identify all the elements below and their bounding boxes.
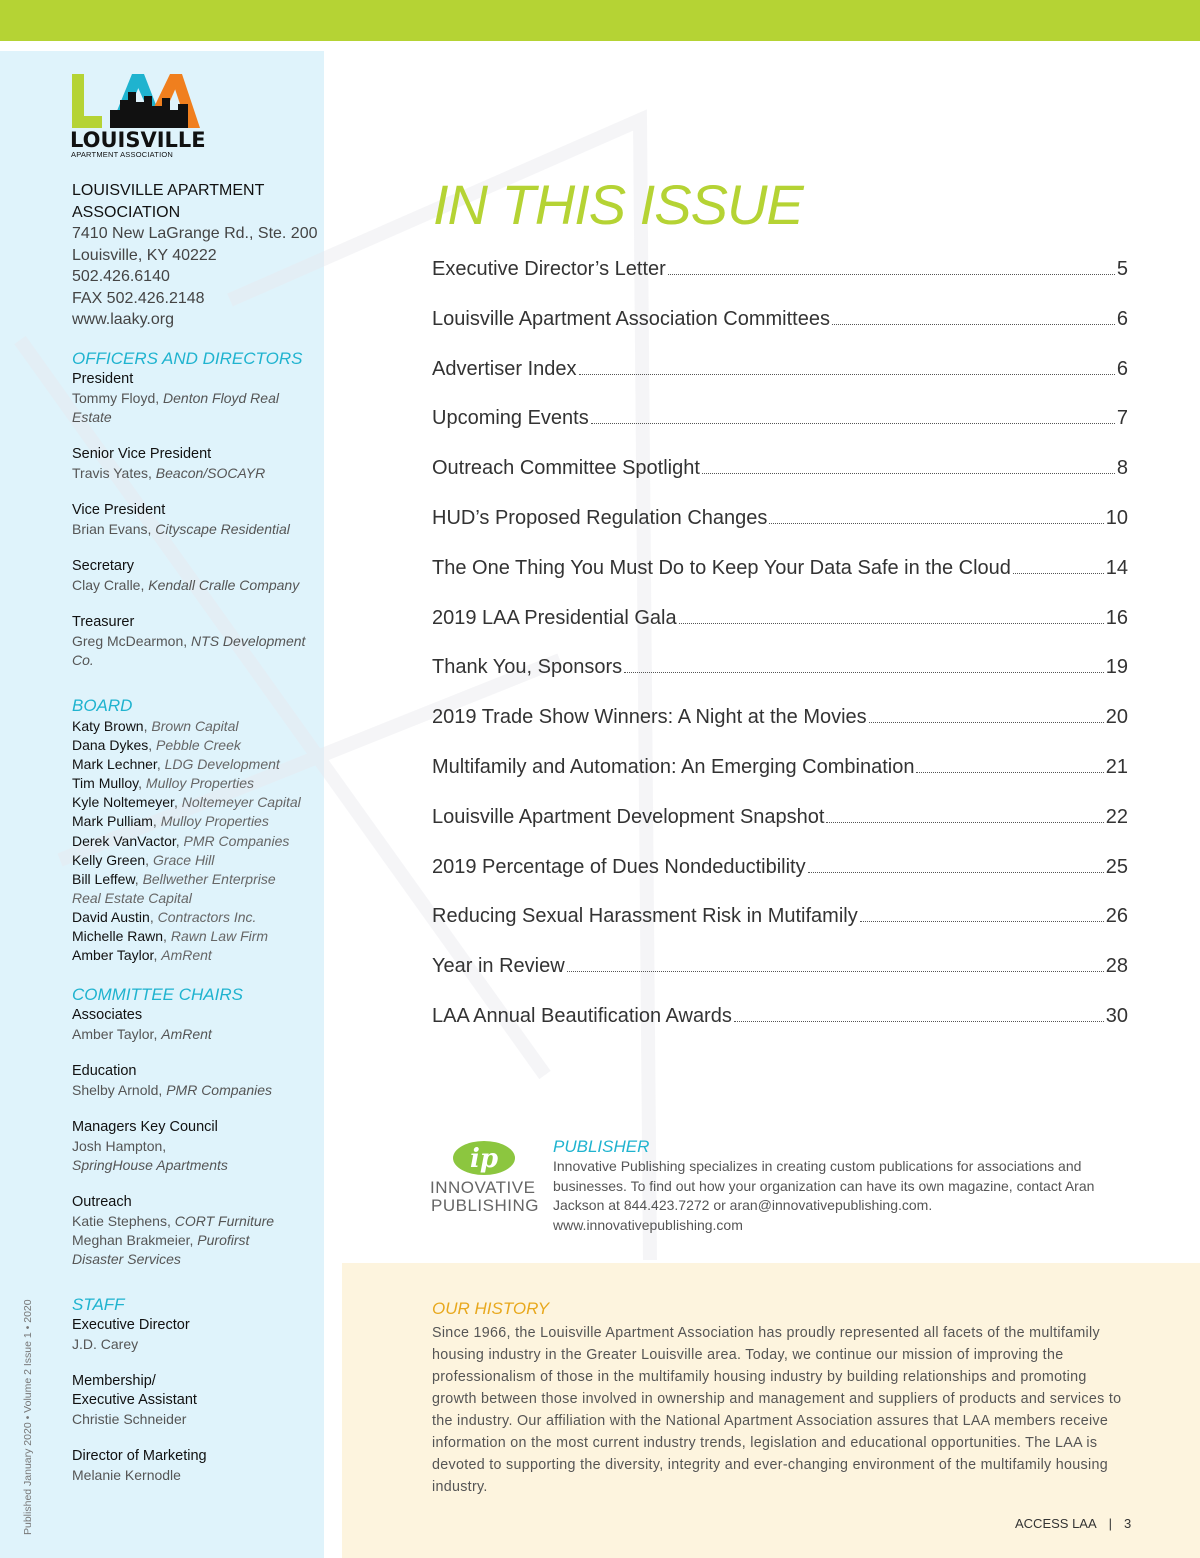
toc-entry-page: 6	[1116, 357, 1128, 380]
toc-leader-dots	[567, 971, 1104, 972]
committee-chair-line	[72, 1212, 322, 1231]
board-member-company: PMR Companies	[183, 832, 290, 849]
toc-entry-title: 2019 Percentage of Dues Nondeductibility	[432, 855, 806, 878]
toc-leader-dots	[579, 374, 1115, 375]
committee-name: Managers Key Council	[72, 1119, 218, 1135]
page-footer	[1015, 1516, 1131, 1531]
toc-entry-page: 14	[1105, 556, 1128, 579]
toc-leader-dots	[702, 473, 1115, 474]
staff-membership	[72, 1372, 322, 1429]
toc-entry[interactable]	[432, 457, 1128, 507]
board-member: Mark Pulliam, Mulloy Properties	[72, 813, 269, 830]
committee-chair-group	[72, 1193, 322, 1269]
board-member-name: Mark Pulliam	[72, 813, 153, 830]
officer-president	[72, 370, 322, 427]
committee-chair-company: PMR Companies	[166, 1082, 273, 1098]
officers-section	[72, 349, 322, 670]
fax-number: FAX 502.426.2148	[72, 289, 205, 307]
phone-number: 502.426.6140	[72, 268, 170, 285]
committee-chair-line	[72, 1231, 322, 1250]
innovative-publishing-logo	[430, 1140, 538, 1215]
website-link[interactable]: www.laaky.org	[72, 311, 174, 328]
toc-entry-title: Multifamily and Automation: An Emerging Combination	[432, 755, 915, 778]
board-member-name: Michelle Rawn	[72, 928, 164, 945]
board-member: Amber Taylor, AmRent	[72, 947, 212, 964]
laa-logo	[70, 70, 206, 160]
innovative-publishing-leaf-icon	[452, 1140, 516, 1176]
committee-chair-name: Shelby Arnold,	[72, 1082, 163, 1098]
officer-company: Denton Floyd Real Estate	[72, 390, 279, 425]
toc-entry-page: 26	[1105, 905, 1128, 928]
toc-entry-title: Year in Review	[432, 955, 565, 978]
board-member-name: Amber Taylor	[72, 947, 154, 964]
history-body: Since 1966, the Louisville Apartment Association has proudly represented all facets of the multifamily housing industry in the Greater Louisville area. Today, we continue our mission of improving the professionalism of those in the multifamily housing industry by building relationships and promoting growth between those involved in ownership and management and suppliers of products and services to the industry. Our affiliation with the National Apartment Association assures that LAA members receive information on the most current industry trends, legislation and educational opportunities. The LAA is devoted to supporting the diversity, integrity and ever-changing environment of the multifamily housing industry.	[432, 1325, 1122, 1495]
toc-entry[interactable]	[432, 656, 1128, 706]
board-member-company: AmRent	[161, 947, 212, 964]
toc-entry[interactable]	[432, 258, 1128, 308]
footer-separator: |	[1108, 1516, 1113, 1531]
officer-vice-president	[72, 501, 322, 539]
officer-senior-vice-president	[72, 445, 322, 483]
officers-heading: OFFICERS AND DIRECTORS	[72, 349, 303, 368]
toc-leader-dots	[769, 523, 1103, 524]
table-of-contents	[432, 258, 1128, 1055]
toc-entry-title: LAA Annual Beautification Awards	[432, 1004, 732, 1027]
logo-subtitle: APARTMENT ASSOCIATION	[71, 150, 173, 159]
committee-chairs-heading: COMMITTEE CHAIRS	[72, 985, 243, 1004]
staff-director-of-marketing	[72, 1447, 322, 1485]
toc-entry[interactable]	[432, 806, 1128, 856]
staff-heading: STAFF	[72, 1295, 125, 1314]
toc-entry[interactable]	[432, 856, 1128, 906]
board-member: Bill Leffew, Bellwether Enterprise	[72, 870, 276, 887]
toc-entry[interactable]	[432, 358, 1128, 408]
committee-chair-name: Meghan Brakmeier,	[72, 1232, 194, 1248]
toc-entry-title: HUD’s Proposed Regulation Changes	[432, 506, 768, 529]
toc-leader-dots	[679, 623, 1104, 624]
publisher-description: Innovative Publishing specializes in creating custom publications for associations and businesses. To find out how your organization can have its own magazine, contact Aran Jackson at 844.423.7272 or aran@innovativepublishing.com. www.innovativepublishing.com	[553, 1158, 1095, 1233]
history-heading: OUR HISTORY	[432, 1299, 550, 1318]
officer-name: Clay Cralle,	[72, 577, 145, 593]
laa-logo-mark-icon	[70, 70, 202, 130]
officer-name: Tommy Floyd,	[72, 390, 160, 406]
officer-role: Vice President	[72, 502, 166, 518]
committee-name: Associates	[72, 1007, 143, 1023]
officer-role: Treasurer	[72, 614, 135, 630]
logo-name: LOUISVILLE	[70, 128, 206, 152]
board-member-company: Bellwether Enterprise	[142, 870, 276, 887]
toc-entry-title: Advertiser Index	[432, 357, 577, 380]
board-member-company: Grace Hill	[152, 851, 215, 868]
committee-chair-name: Katie Stephens,	[72, 1213, 171, 1229]
board-member: Michelle Rawn, Rawn Law Firm	[72, 928, 269, 945]
toc-entry-page: 21	[1105, 755, 1128, 778]
officer-name: Brian Evans,	[72, 521, 152, 537]
staff-executive-director	[72, 1316, 322, 1354]
toc-leader-dots	[1013, 573, 1104, 574]
staff-role-line-2: Executive Assistant	[72, 1392, 197, 1408]
board-member: Mark Lechner, LDG Development	[72, 756, 280, 773]
committee-chair-name: Amber Taylor,	[72, 1026, 158, 1042]
staff-section	[72, 1295, 322, 1485]
board-member: Kelly Green, Grace Hill	[72, 851, 215, 868]
toc-entry-title: 2019 Trade Show Winners: A Night at the Movies	[432, 706, 867, 729]
toc-entry-page: 8	[1116, 457, 1128, 480]
toc-entry[interactable]	[432, 905, 1128, 955]
committee-chair-company: Purofirst	[197, 1232, 250, 1248]
toc-entry[interactable]	[432, 756, 1128, 806]
board-member-company-line-2: Real Estate Capital	[72, 889, 192, 906]
officer-secretary	[72, 557, 322, 595]
officer-role: Senior Vice President	[72, 446, 212, 462]
committee-chairs-list	[72, 1006, 322, 1269]
board-list	[72, 717, 322, 965]
toc-leader-dots	[591, 423, 1115, 424]
committee-chair-group	[72, 1006, 322, 1044]
toc-leader-dots	[624, 672, 1104, 673]
committee-chair-name: Josh Hampton,	[72, 1138, 167, 1154]
board-member-company: Brown Capital	[151, 718, 239, 734]
board-member-name: Derek VanVactor	[72, 832, 176, 849]
committee-chairs-section	[72, 985, 322, 1269]
committee-chair-line	[72, 1250, 322, 1269]
organization-contact	[72, 180, 322, 331]
committee-chair-line	[72, 1156, 322, 1175]
organization-name: LOUISVILLE APARTMENT ASSOCIATION	[72, 182, 265, 221]
toc-entry[interactable]	[432, 308, 1128, 358]
toc-leader-dots	[668, 274, 1115, 275]
committee-chair-company: SpringHouse Apartments	[72, 1157, 228, 1173]
board-member-name: Dana Dykes	[72, 737, 149, 754]
officer-company: Cityscape Residential	[155, 521, 290, 537]
board-member-company: Mulloy Properties	[145, 775, 255, 792]
officer-treasurer	[72, 613, 322, 670]
board-member-company-continued	[72, 889, 322, 908]
staff-role: Executive Director	[72, 1317, 190, 1333]
board-member-name: Mark Lechner	[72, 756, 157, 773]
publisher-logo-line-1: INNOVATIVE	[430, 1178, 536, 1197]
address-line-2: Louisville, KY 40222	[72, 246, 217, 264]
staff-name: Melanie Kernodle	[72, 1467, 181, 1483]
toc-entry[interactable]	[432, 407, 1128, 457]
toc-entry-title: Reducing Sexual Harassment Risk in Mutifamily	[432, 905, 858, 928]
committee-name: Outreach	[72, 1194, 132, 1210]
officer-company: Kendall Cralle Company	[148, 577, 300, 593]
svg-text:ip: ip	[469, 1144, 499, 1174]
board-member-company: Contractors Inc.	[157, 908, 257, 925]
toc-entry[interactable]	[432, 706, 1128, 756]
toc-entry-page: 7	[1116, 407, 1128, 430]
toc-entry-page: 30	[1105, 1004, 1128, 1027]
committee-chair-line	[72, 1137, 322, 1156]
toc-entry-title: Outreach Committee Spotlight	[432, 457, 700, 480]
toc-entry[interactable]	[432, 507, 1128, 557]
staff-role: Director of Marketing	[72, 1448, 207, 1464]
board-member-name: Bill Leffew	[72, 870, 135, 887]
board-member-company: LDG Development	[164, 756, 280, 773]
committee-chair-group	[72, 1062, 322, 1100]
board-member: Tim Mulloy, Mulloy Properties	[72, 775, 255, 792]
committee-chair-group	[72, 1118, 322, 1175]
staff-name: Christie Schneider	[72, 1411, 187, 1427]
toc-leader-dots	[916, 772, 1103, 773]
staff-name: J.D. Carey	[72, 1336, 139, 1352]
officer-company: Beacon/SOCAYR	[155, 465, 266, 481]
toc-entry-title: Executive Director’s Letter	[432, 258, 666, 280]
page-number: 3	[1124, 1516, 1132, 1531]
toc-entry-page: 20	[1105, 706, 1128, 729]
board-section	[72, 696, 322, 965]
officer-name: Travis Yates,	[72, 465, 152, 481]
toc-entry-title: Louisville Apartment Association Committees	[432, 307, 830, 330]
officer-role: President	[72, 371, 134, 387]
toc-entry-title: The One Thing You Must Do to Keep Your Data Safe in the Cloud	[432, 556, 1011, 579]
toc-leader-dots	[808, 872, 1104, 873]
board-member-name: Kyle Noltemeyer	[72, 794, 174, 811]
toc-leader-dots	[734, 1021, 1104, 1022]
toc-leader-dots	[860, 921, 1104, 922]
toc-entry-page: 6	[1116, 307, 1128, 330]
committee-chair-company: AmRent	[161, 1026, 212, 1042]
toc-entry[interactable]	[432, 1005, 1128, 1055]
board-member-name: David Austin	[72, 908, 150, 925]
board-member-company: Mulloy Properties	[160, 813, 269, 830]
publisher-logo-line-2: PUBLISHING	[431, 1196, 539, 1215]
board-member-company: Pebble Creek	[156, 737, 241, 754]
committee-name: Education	[72, 1063, 137, 1079]
committee-chair-company: CORT Furniture	[174, 1213, 275, 1229]
board-member: Kyle Noltemeyer, Noltemeyer Capital	[72, 794, 301, 811]
toc-leader-dots	[832, 324, 1115, 325]
top-accent-bar	[0, 0, 1200, 41]
officer-company: NTS Development Co.	[72, 633, 306, 668]
board-member: Derek VanVactor, PMR Companies	[72, 832, 290, 849]
toc-entry-page: 16	[1105, 606, 1128, 629]
board-member-name: Kelly Green	[72, 851, 146, 868]
toc-entry[interactable]	[432, 955, 1128, 1005]
board-member-name: Katy Brown	[72, 718, 144, 734]
board-heading: BOARD	[72, 696, 133, 715]
board-member-name: Tim Mulloy	[72, 775, 139, 792]
staff-role: Membership/	[72, 1373, 156, 1389]
toc-entry[interactable]	[432, 557, 1128, 607]
publisher-heading: PUBLISHER	[553, 1137, 650, 1156]
footer-label: ACCESS LAA	[1015, 1516, 1097, 1531]
toc-leader-dots	[826, 822, 1103, 823]
board-member: Dana Dykes, Pebble Creek	[72, 737, 241, 754]
committee-chair-line	[72, 1081, 322, 1100]
toc-leader-dots	[869, 722, 1104, 723]
toc-entry-page: 25	[1105, 855, 1128, 878]
officer-name: Greg McDearmon,	[72, 633, 188, 649]
board-member: David Austin, Contractors Inc.	[72, 908, 257, 925]
toc-entry-page: 19	[1105, 656, 1128, 679]
board-member: Katy Brown, Brown Capital	[72, 718, 239, 734]
officer-role: Secretary	[72, 558, 135, 574]
toc-entry-title: Thank You, Sponsors	[432, 656, 623, 679]
page-title: IN THIS ISSUE	[433, 173, 803, 236]
toc-entry-title: Louisville Apartment Development Snapshot	[432, 805, 825, 828]
toc-entry-title: Upcoming Events	[432, 407, 589, 430]
toc-entry-page: 28	[1105, 955, 1128, 978]
toc-entry-page: 22	[1105, 805, 1128, 828]
board-member-company: Rawn Law Firm	[170, 928, 269, 945]
address-line-1: 7410 New LaGrange Rd., Ste. 200	[72, 225, 318, 242]
toc-entry[interactable]	[432, 607, 1128, 657]
committee-chair-line	[72, 1025, 322, 1044]
board-member-company: Noltemeyer Capital	[181, 794, 301, 811]
toc-entry-page: 5	[1116, 258, 1128, 280]
toc-entry-title: 2019 LAA Presidential Gala	[432, 606, 677, 629]
published-note: Published January 2020 • Volume 2 Issue 1 • 2020	[22, 1299, 34, 1535]
committee-chair-company: Disaster Services	[72, 1251, 181, 1267]
toc-entry-page: 10	[1105, 506, 1128, 529]
